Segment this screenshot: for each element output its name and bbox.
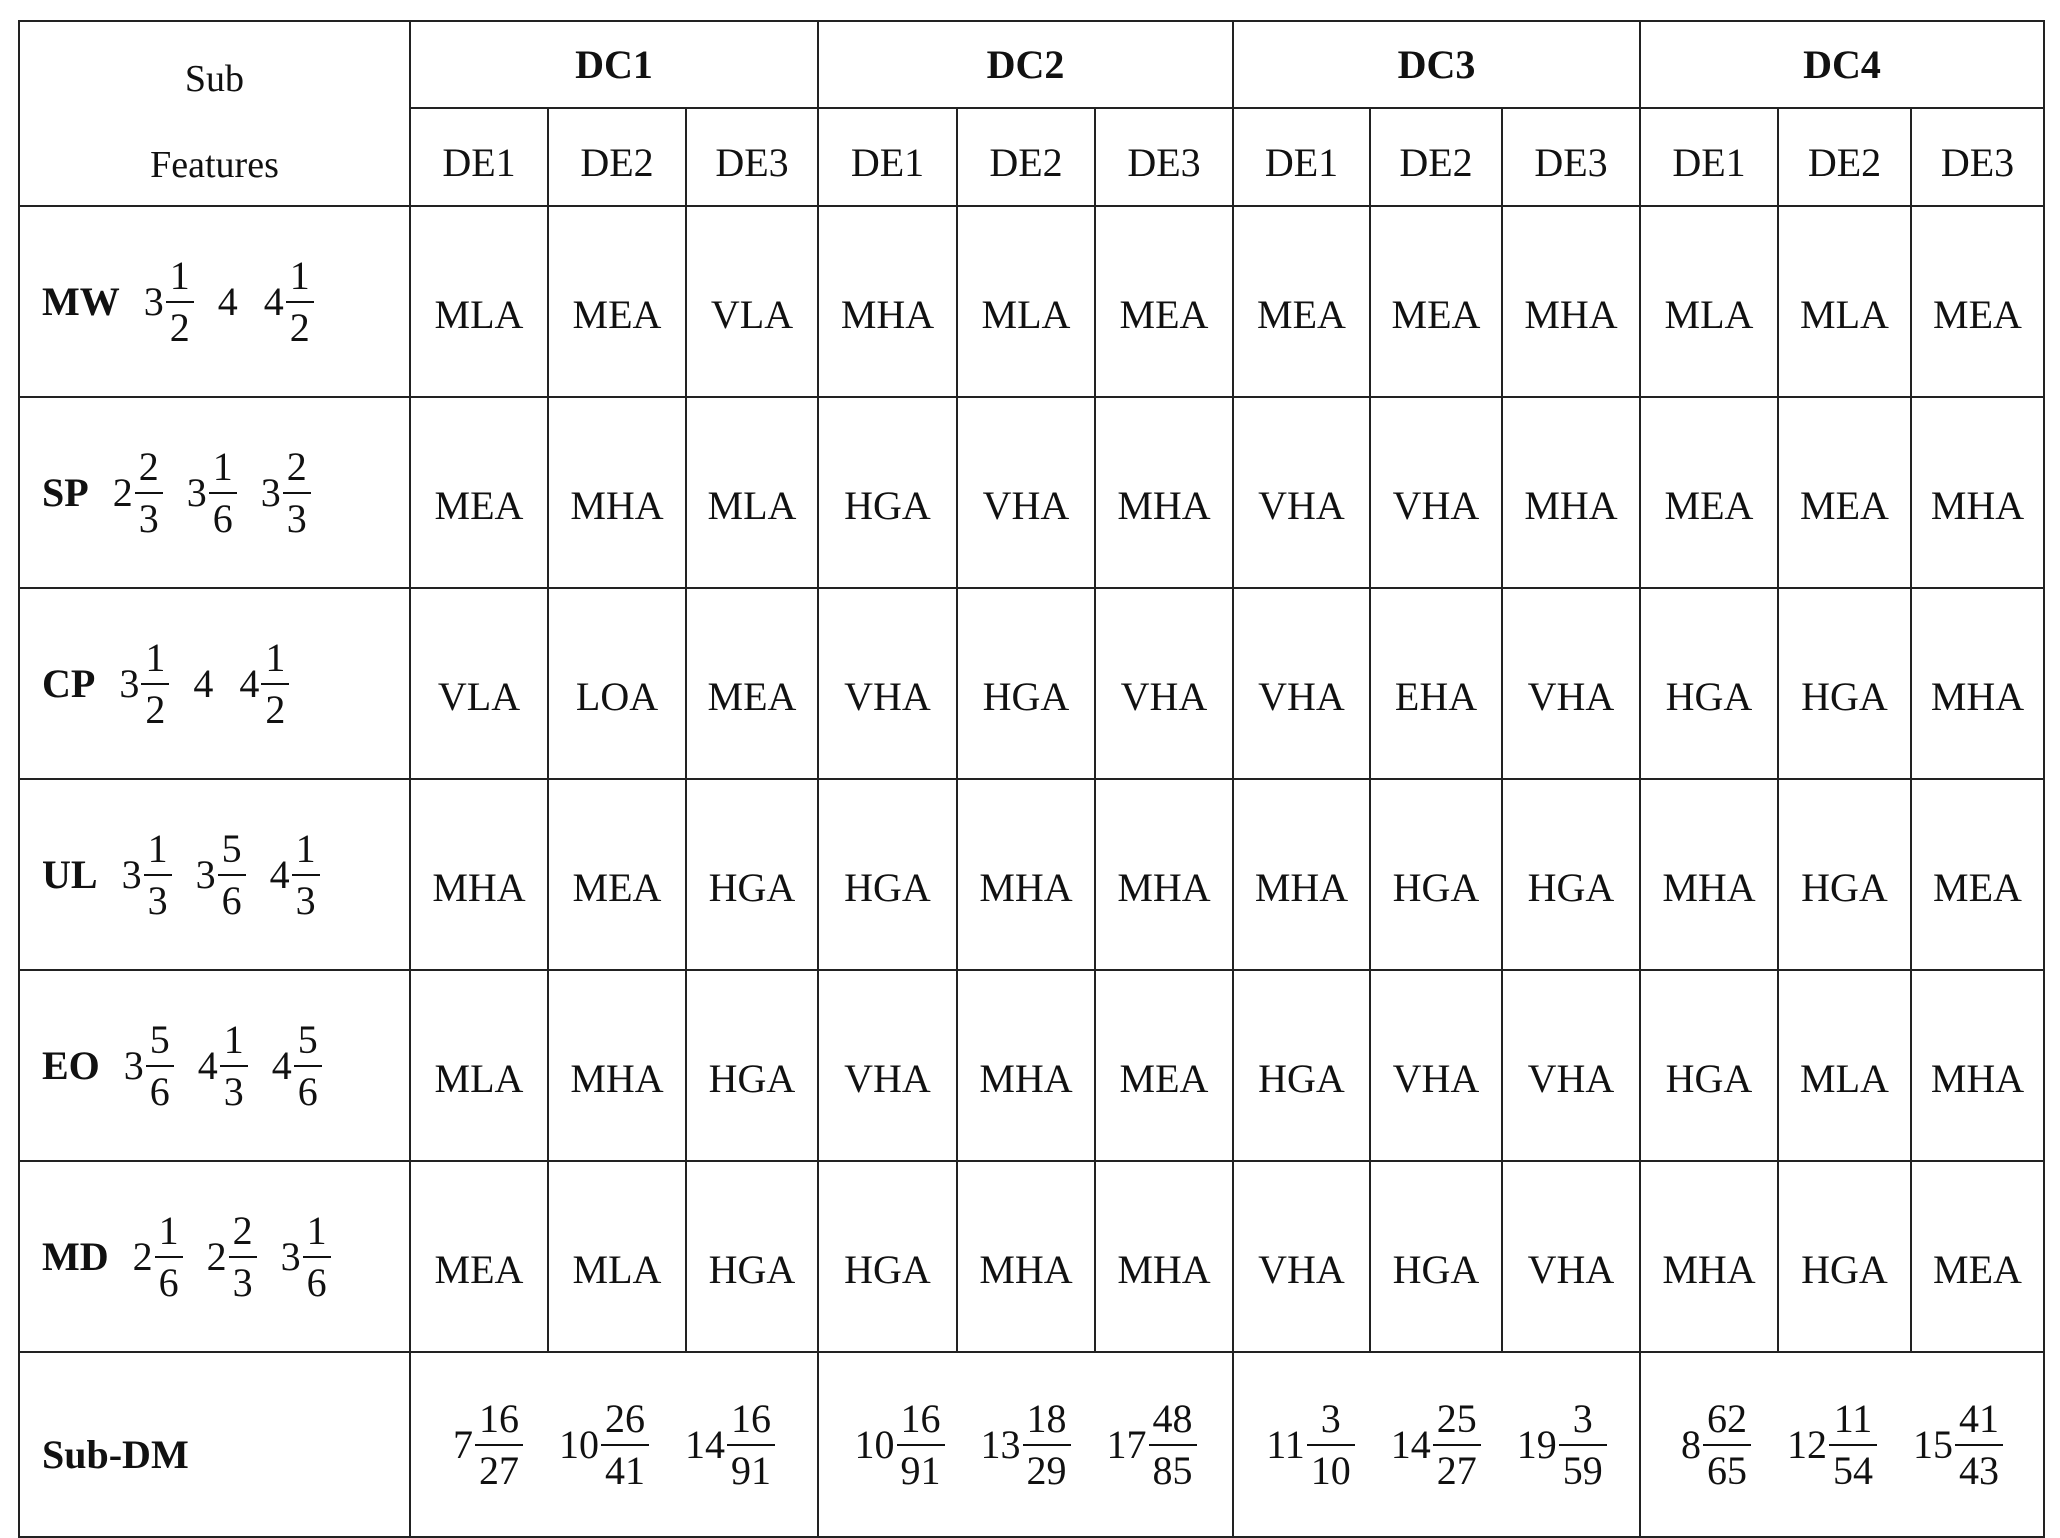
denominator: 54 xyxy=(1829,1444,1877,1492)
expert-header: DE3 xyxy=(1095,108,1233,206)
feature-cell xyxy=(19,588,410,779)
mixed-number xyxy=(453,1395,523,1493)
fraction xyxy=(220,1016,248,1114)
denominator: 59 xyxy=(1559,1444,1607,1492)
whole-part: 14 xyxy=(685,1422,725,1467)
fraction xyxy=(146,1016,174,1114)
whole-part: 14 xyxy=(1390,1422,1431,1467)
fraction xyxy=(897,1395,945,1493)
rating-cell: MEA xyxy=(1095,206,1233,397)
rating-cell: HGA xyxy=(686,1161,818,1352)
sub-header-line1: Sub xyxy=(184,58,245,100)
rating-cell: VHA xyxy=(1502,970,1640,1161)
numerator: 1 xyxy=(147,825,168,871)
numerator: 5 xyxy=(297,1016,318,1062)
expert-header: DE1 xyxy=(1233,108,1370,206)
denominator: 43 xyxy=(1955,1444,2003,1492)
expert-header: DE2 xyxy=(1370,108,1502,206)
rating-cell: MHA xyxy=(1640,779,1778,970)
rating-cell: VHA xyxy=(1370,397,1502,588)
fraction xyxy=(1149,1395,1197,1493)
whole-part: 4 xyxy=(217,279,238,324)
mixed-number xyxy=(121,825,172,923)
rating-cell: MLA xyxy=(1778,970,1911,1161)
feature-row xyxy=(19,779,2044,970)
rating-cell: MHA xyxy=(957,1161,1095,1352)
feature-cell xyxy=(19,206,410,397)
whole-part: 4 xyxy=(197,1043,218,1088)
fraction xyxy=(601,1395,649,1493)
fraction xyxy=(475,1395,523,1493)
rating-cell: MHA xyxy=(548,970,686,1161)
denominator: 85 xyxy=(1149,1444,1197,1492)
rating-cell: HGA xyxy=(1778,1161,1911,1352)
mixed-number xyxy=(269,825,320,923)
denominator: 3 xyxy=(144,874,172,922)
rating-cell: MHA xyxy=(1640,1161,1778,1352)
rating-cell: MHA xyxy=(1911,397,2044,588)
sub-dm-group-cell xyxy=(818,1352,1233,1537)
mixed-number xyxy=(1787,1395,1877,1493)
whole-part: 11 xyxy=(1266,1422,1305,1467)
expert-header: DE3 xyxy=(1911,108,2044,206)
group-header-dc3: DC3 xyxy=(1233,21,1640,108)
rating-cell: MEA xyxy=(1778,397,1911,588)
group-header-dc2: DC2 xyxy=(818,21,1233,108)
whole-part: 15 xyxy=(1913,1422,1953,1467)
rating-cell: MEA xyxy=(410,397,548,588)
mixed-number xyxy=(123,1016,174,1114)
rating-cell: HGA xyxy=(818,779,957,970)
denominator: 3 xyxy=(229,1256,257,1304)
whole-part: 4 xyxy=(193,661,214,706)
whole-part: 7 xyxy=(453,1422,473,1467)
fraction xyxy=(1955,1395,2003,1493)
rating-cell: MHA xyxy=(1502,206,1640,397)
rating-cell: MLA xyxy=(1640,206,1778,397)
rating-cell: MEA xyxy=(1095,970,1233,1161)
whole-part: 3 xyxy=(119,661,140,706)
rating-cell: MEA xyxy=(548,206,686,397)
whole-part: 3 xyxy=(123,1043,144,1088)
whole-part: 17 xyxy=(1106,1422,1147,1467)
whole-part: 10 xyxy=(559,1422,599,1467)
fraction xyxy=(1703,1395,1751,1493)
numerator: 11 xyxy=(1833,1395,1873,1441)
rating-cell: MEA xyxy=(548,779,686,970)
denominator: 3 xyxy=(283,492,311,540)
numerator: 1 xyxy=(306,1207,327,1253)
whole-part: 19 xyxy=(1516,1422,1557,1467)
expert-header: DE1 xyxy=(818,108,957,206)
expert-header: DE3 xyxy=(1502,108,1640,206)
whole-part: 3 xyxy=(280,1234,301,1279)
numerator: 3 xyxy=(1320,1395,1341,1441)
rating-cell: VHA xyxy=(818,588,957,779)
denominator: 6 xyxy=(294,1065,322,1113)
numerator: 26 xyxy=(605,1395,645,1441)
rating-cell: VHA xyxy=(818,970,957,1161)
denominator: 3 xyxy=(292,874,320,922)
feature-name: SP xyxy=(42,470,89,515)
fraction xyxy=(135,443,163,541)
whole-part: 4 xyxy=(263,279,284,324)
rating-cell: HGA xyxy=(818,397,957,588)
rating-cell: VHA xyxy=(1095,588,1233,779)
sub-dm-group-cell xyxy=(1233,1352,1640,1537)
sub-dm-group-cell xyxy=(1640,1352,2044,1537)
rating-cell: MLA xyxy=(686,397,818,588)
fraction xyxy=(141,634,169,732)
sub-features-header xyxy=(19,21,410,206)
fraction xyxy=(1559,1395,1607,1493)
fraction xyxy=(166,252,194,350)
decision-matrix-table xyxy=(18,20,2045,1538)
whole-part: 3 xyxy=(186,470,207,515)
mixed-number xyxy=(1913,1395,2003,1493)
rating-cell: HGA xyxy=(686,779,818,970)
mixed-number xyxy=(239,634,289,732)
whole-part: 8 xyxy=(1681,1422,1701,1467)
denominator: 3 xyxy=(135,492,163,540)
denominator: 6 xyxy=(155,1256,183,1304)
numerator: 2 xyxy=(286,443,307,489)
whole-part: 4 xyxy=(239,661,260,706)
sub-header-line2: Features xyxy=(150,144,279,186)
rating-cell: MEA xyxy=(1370,206,1502,397)
denominator: 2 xyxy=(261,683,289,731)
rating-cell: MHA xyxy=(410,779,548,970)
rating-cell: HGA xyxy=(686,970,818,1161)
rating-cell: HGA xyxy=(1370,779,1502,970)
rating-cell: MHA xyxy=(1911,588,2044,779)
mixed-number xyxy=(1516,1395,1607,1493)
fraction xyxy=(1023,1395,1071,1493)
fraction xyxy=(209,443,237,541)
expert-header: DE3 xyxy=(686,108,818,206)
whole-part: 3 xyxy=(260,470,281,515)
feature-cell xyxy=(19,779,410,970)
rating-cell: HGA xyxy=(1778,588,1911,779)
rating-cell: MLA xyxy=(410,970,548,1161)
rating-cell: MHA xyxy=(1095,397,1233,588)
mixed-number xyxy=(143,252,194,350)
rating-cell: HGA xyxy=(1233,970,1370,1161)
denominator: 6 xyxy=(146,1065,174,1113)
numerator: 18 xyxy=(1026,1395,1067,1441)
rating-cell: EHA xyxy=(1370,588,1502,779)
rating-cell: MHA xyxy=(1502,397,1640,588)
numerator: 1 xyxy=(145,634,166,680)
whole-part: 2 xyxy=(206,1234,227,1279)
numerator: 1 xyxy=(212,443,233,489)
numerator: 25 xyxy=(1436,1395,1477,1441)
rating-cell: HGA xyxy=(818,1161,957,1352)
rating-cell: MEA xyxy=(410,1161,548,1352)
numerator: 16 xyxy=(900,1395,941,1441)
rating-cell: MLA xyxy=(548,1161,686,1352)
rating-cell: MLA xyxy=(410,206,548,397)
rating-cell: MHA xyxy=(818,206,957,397)
denominator: 2 xyxy=(286,301,314,349)
rating-cell: MEA xyxy=(1911,779,2044,970)
feature-row xyxy=(19,970,2044,1161)
denominator: 6 xyxy=(303,1256,331,1304)
numerator: 16 xyxy=(731,1395,771,1441)
feature-row xyxy=(19,397,2044,588)
mixed-number xyxy=(854,1395,945,1493)
rating-cell: VHA xyxy=(1233,397,1370,588)
fraction xyxy=(229,1207,257,1305)
whole-part: 12 xyxy=(1787,1422,1827,1467)
mixed-number xyxy=(263,252,314,350)
numerator: 1 xyxy=(295,825,316,871)
mixed-number xyxy=(132,1207,183,1305)
rating-cell: MHA xyxy=(1233,779,1370,970)
fraction xyxy=(1829,1395,1877,1493)
fraction xyxy=(155,1207,183,1305)
whole-part: 2 xyxy=(112,470,133,515)
whole-part: 2 xyxy=(132,1234,153,1279)
fraction xyxy=(286,252,314,350)
fraction xyxy=(261,634,289,732)
sub-dm-group-cell xyxy=(410,1352,818,1537)
denominator: 41 xyxy=(601,1444,649,1492)
denominator: 29 xyxy=(1023,1444,1071,1492)
feature-row xyxy=(19,1161,2044,1352)
expert-header: DE1 xyxy=(410,108,548,206)
rating-cell: VHA xyxy=(1502,588,1640,779)
whole-part: 3 xyxy=(121,852,142,897)
denominator: 6 xyxy=(218,874,246,922)
group-header-dc4: DC4 xyxy=(1640,21,2044,108)
denominator: 91 xyxy=(727,1444,775,1492)
feature-cell xyxy=(19,970,410,1161)
rating-cell: VHA xyxy=(1502,1161,1640,1352)
expert-header: DE2 xyxy=(548,108,686,206)
whole-part: 10 xyxy=(854,1422,895,1467)
rating-cell: MEA xyxy=(1911,1161,2044,1352)
mixed-number xyxy=(1681,1395,1751,1493)
feature-row xyxy=(19,588,2044,779)
denominator: 6 xyxy=(209,492,237,540)
whole-part: 3 xyxy=(195,852,216,897)
rating-cell: VLA xyxy=(686,206,818,397)
rating-cell: MEA xyxy=(686,588,818,779)
denominator: 2 xyxy=(166,301,194,349)
mixed-number xyxy=(218,278,240,325)
mixed-number xyxy=(1390,1395,1481,1493)
rating-cell: VLA xyxy=(410,588,548,779)
mixed-number xyxy=(206,1207,257,1305)
feature-cell xyxy=(19,1161,410,1352)
rating-cell: MHA xyxy=(1095,1161,1233,1352)
numerator: 1 xyxy=(158,1207,179,1253)
whole-part: 13 xyxy=(980,1422,1021,1467)
rating-cell: MLA xyxy=(957,206,1095,397)
mixed-number xyxy=(193,660,215,707)
mixed-number xyxy=(980,1395,1071,1493)
sub-dm-row xyxy=(19,1352,2044,1537)
rating-cell: VHA xyxy=(1233,588,1370,779)
fraction xyxy=(303,1207,331,1305)
rating-cell: HGA xyxy=(957,588,1095,779)
feature-name: MD xyxy=(42,1234,109,1279)
denominator: 2 xyxy=(141,683,169,731)
mixed-number xyxy=(186,443,237,541)
mixed-number xyxy=(260,443,311,541)
rating-cell: HGA xyxy=(1640,588,1778,779)
numerator: 5 xyxy=(221,825,242,871)
rating-cell: MHA xyxy=(957,779,1095,970)
rating-cell: MEA xyxy=(1640,397,1778,588)
sub-dm-label: Sub-DM xyxy=(19,1352,410,1537)
fraction xyxy=(218,825,246,923)
rating-cell: HGA xyxy=(1778,779,1911,970)
rating-cell: MHA xyxy=(957,970,1095,1161)
expert-header: DE2 xyxy=(1778,108,1911,206)
group-header-dc1: DC1 xyxy=(410,21,818,108)
mixed-number xyxy=(685,1395,775,1493)
whole-part: 4 xyxy=(269,852,290,897)
feature-row xyxy=(19,206,2044,397)
fraction xyxy=(144,825,172,923)
whole-part: 3 xyxy=(143,279,164,324)
rating-cell: MHA xyxy=(548,397,686,588)
rating-cell: MEA xyxy=(1233,206,1370,397)
mixed-number xyxy=(271,1016,322,1114)
mixed-number xyxy=(112,443,163,541)
denominator: 65 xyxy=(1703,1444,1751,1492)
fraction xyxy=(1307,1395,1355,1493)
mixed-number xyxy=(559,1395,649,1493)
numerator: 1 xyxy=(223,1016,244,1062)
rating-cell: VHA xyxy=(957,397,1095,588)
feature-name: UL xyxy=(42,852,98,897)
fraction xyxy=(1433,1395,1481,1493)
rating-cell: MHA xyxy=(1911,970,2044,1161)
mixed-number xyxy=(280,1207,331,1305)
rating-cell: HGA xyxy=(1640,970,1778,1161)
rating-cell: LOA xyxy=(548,588,686,779)
denominator: 91 xyxy=(897,1444,945,1492)
rating-cell: MHA xyxy=(1095,779,1233,970)
numerator: 5 xyxy=(149,1016,170,1062)
fraction xyxy=(294,1016,322,1114)
rating-cell: MEA xyxy=(1911,206,2044,397)
mixed-number xyxy=(195,825,246,923)
denominator: 27 xyxy=(1433,1444,1481,1492)
rating-cell: MLA xyxy=(1778,206,1911,397)
numerator: 62 xyxy=(1707,1395,1747,1441)
feature-cell xyxy=(19,397,410,588)
numerator: 16 xyxy=(479,1395,519,1441)
numerator: 41 xyxy=(1959,1395,1999,1441)
mixed-number xyxy=(1266,1395,1355,1493)
rating-cell: VHA xyxy=(1233,1161,1370,1352)
denominator: 27 xyxy=(475,1444,523,1492)
denominator: 3 xyxy=(220,1065,248,1113)
numerator: 1 xyxy=(265,634,286,680)
numerator: 2 xyxy=(232,1207,253,1253)
numerator: 48 xyxy=(1152,1395,1193,1441)
expert-header: DE1 xyxy=(1640,108,1778,206)
expert-header: DE2 xyxy=(957,108,1095,206)
rating-cell: HGA xyxy=(1502,779,1640,970)
rating-cell: HGA xyxy=(1370,1161,1502,1352)
numerator: 3 xyxy=(1572,1395,1593,1441)
numerator: 1 xyxy=(289,252,310,298)
feature-name: EO xyxy=(42,1043,100,1088)
fraction xyxy=(292,825,320,923)
mixed-number xyxy=(1106,1395,1197,1493)
whole-part: 4 xyxy=(271,1043,292,1088)
numerator: 1 xyxy=(169,252,190,298)
feature-name: MW xyxy=(42,279,120,324)
numerator: 2 xyxy=(138,443,159,489)
fraction xyxy=(727,1395,775,1493)
fraction xyxy=(283,443,311,541)
mixed-number xyxy=(197,1016,248,1114)
mixed-number xyxy=(119,634,169,732)
feature-name: CP xyxy=(42,661,96,706)
denominator: 10 xyxy=(1307,1444,1355,1492)
rating-cell: VHA xyxy=(1370,970,1502,1161)
